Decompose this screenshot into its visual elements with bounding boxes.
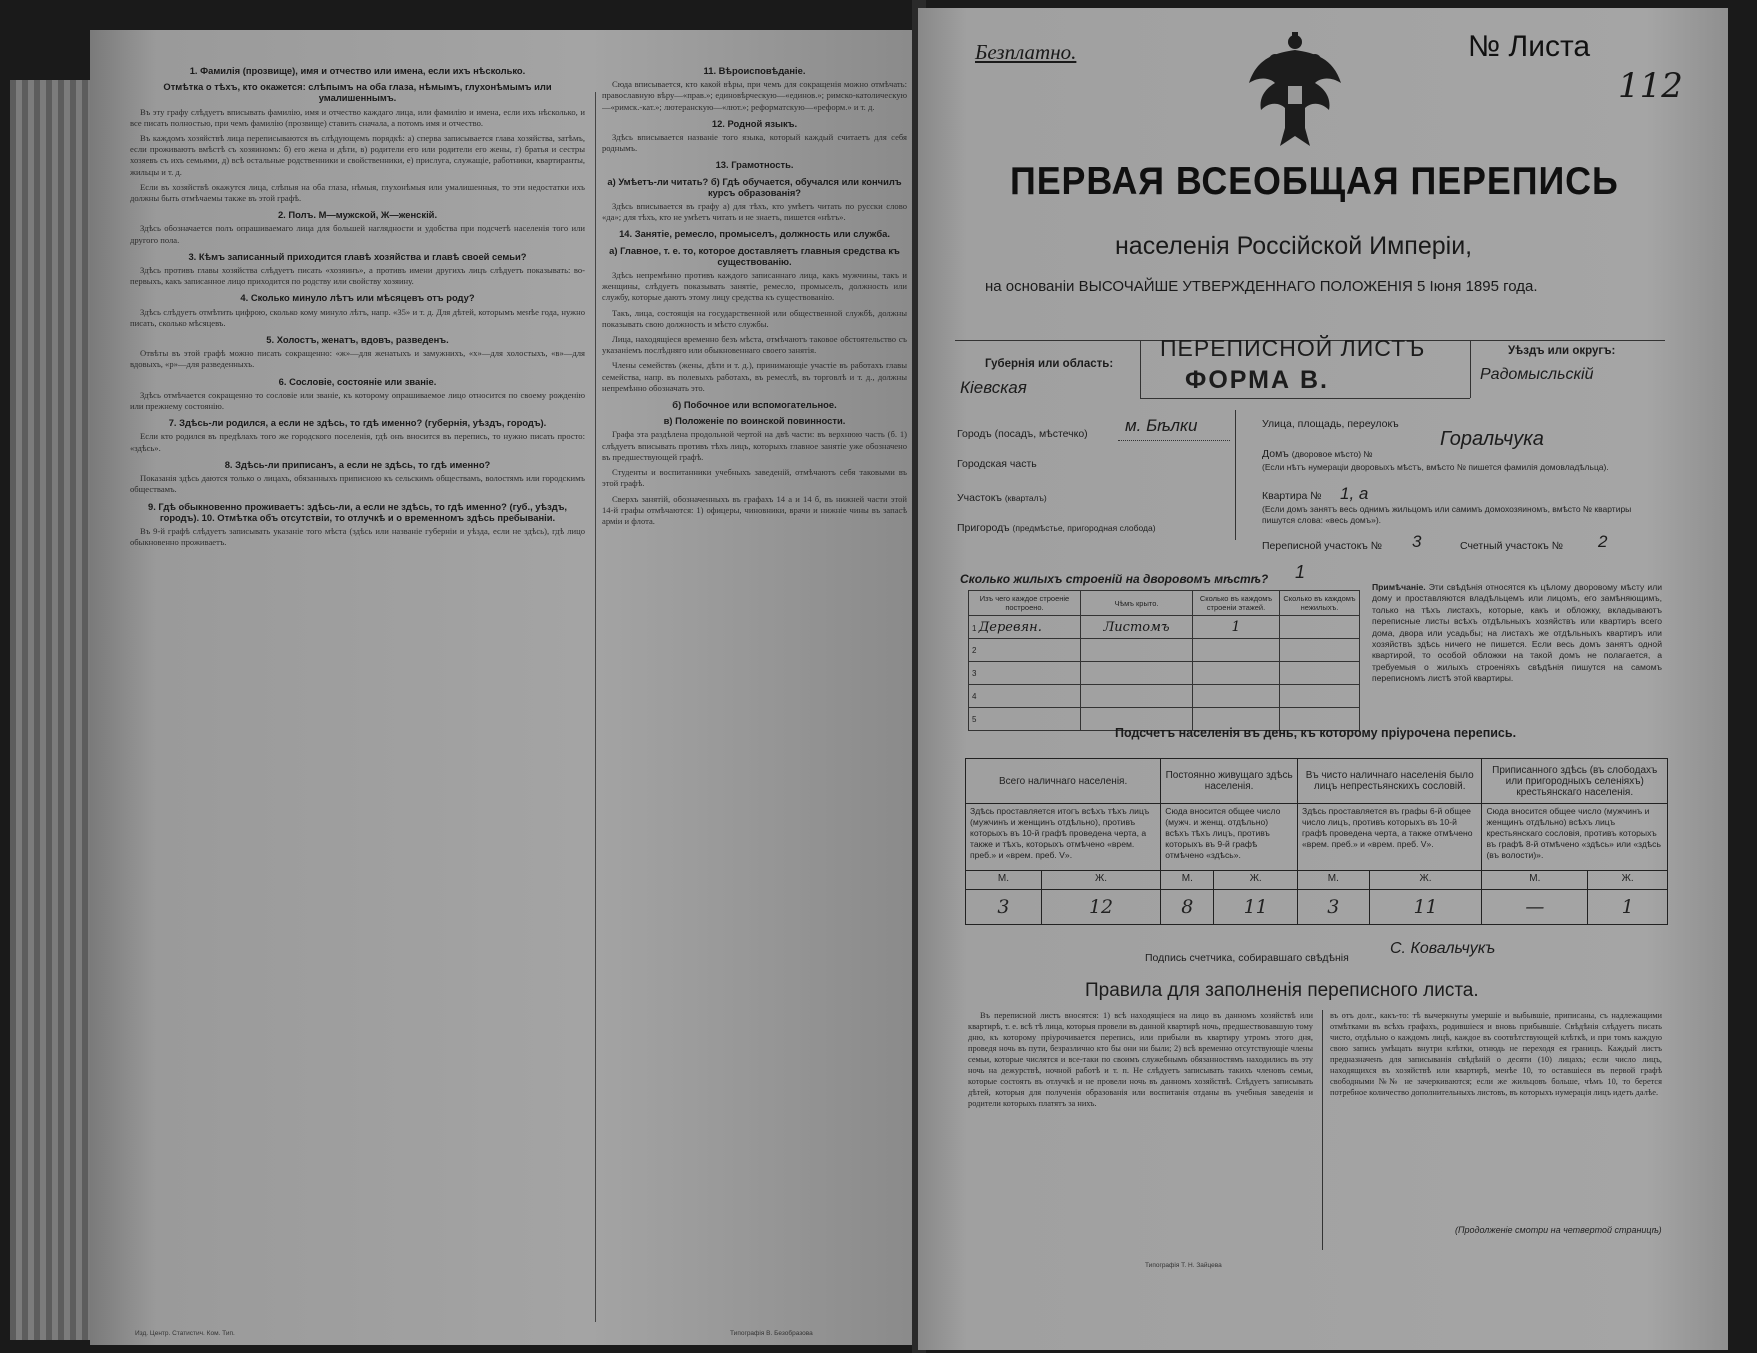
paragraph: Если кто родился въ предѣлахъ того же городского поселенія, гдѣ онъ вносится въ перепись, то нужно писать просто: «здѣсь». <box>130 431 585 453</box>
rules-divider <box>1322 1010 1323 1250</box>
paragraph: Если въ хозяйствѣ окажутся лица, слѣпыя на оба глаза, нѣмыя, глухонѣмыя или умалишенныя, то эти недостатки ихъ должны быть отмѣчаемы также въ этой графѣ. <box>130 181 585 204</box>
paragraph: Въ 9-й графѣ слѣдуетъ записывать указаніе того мѣста (здѣсь или названіе губерніи и уѣзда, если не здѣсь), гдѣ лицо обыкновенно проживаетъ. <box>130 525 585 548</box>
section-heading: а) Умѣетъ-ли читать? б) Гдѣ обучается, обучался или кончилъ курсъ образованія? <box>607 175 902 198</box>
rules-column-1: Въ переписной листъ вносятся: 1) всѣ находящіеся на лицо въ данномъ хозяйствѣ или квартирѣ, т. е. всѣ тѣ лица, которыя провели въ данной квартирѣ ночь, предшествовавшую тому дню, къ которому пріурочивается перепись, или прибыли въ квартиру утромъ этого дня, проведя ночь въ пути, безразлично кто бы они ни были; 2) всѣ временно отсутствующіе члены семьи, которые числятся и все-таки по своимъ служебнымъ обязанностямъ находились въ эту ночь на дежурствѣ, ночной работѣ и т. п. Не слѣдуетъ записывать такихъ членовъ семьи, которые состоятъ въ отлучкѣ и не провели ночь въ данномъ хозяйствѣ. Слѣдуетъ записывать дѣтей, которыя для полученія образованія или воспитанія отданы въ учебныя заведенія и родители которыхъ платятъ за нихъ. <box>968 1011 1313 1108</box>
buildings-table <box>968 590 1360 731</box>
male-label: М. <box>1482 871 1588 890</box>
count-sex-row <box>966 871 1668 890</box>
sheet-number-value: 112 <box>1618 66 1683 106</box>
table-cell <box>969 616 1081 639</box>
address-divider <box>1235 410 1236 540</box>
uezd-label: Уѣздъ или округъ: <box>1508 345 1616 357</box>
section-heading: 4. Сколько минуло лѣтъ или мѣсяцевъ отъ роду? <box>240 292 475 304</box>
section-heading: а) Главное, т. е. то, которое доставляетъ главныя средства къ существованію. <box>609 244 900 267</box>
uezd-value: Радомысльскій <box>1480 366 1594 383</box>
paragraph: Лица, находящіеся временно безъ мѣста, отмѣчаютъ таковое обстоятельство съ указаніемъ послѣдняго или обыкновеннаго своего занятія. <box>602 334 907 356</box>
signature-label: Подпись счетчика, собиравшаго свѣдѣнія <box>1145 952 1349 964</box>
female-label: Ж. <box>1214 871 1298 890</box>
house-note: (дворовое мѣсто) № <box>1291 449 1373 459</box>
male-label: М. <box>1161 871 1214 890</box>
paragraph: Студенты и воспитанники учебныхъ заведеній, отмѣчаютъ себя таковыми въ этой графѣ. <box>602 467 907 489</box>
row-number: 5 <box>969 708 1081 731</box>
paragraph: Отвѣты въ этой графѣ можно писать сокращенно: «ж»—для женатыхъ и замужнихъ, «х»—для холостыхъ, «в»—для вдовыхъ, «р»—для разведенныхъ. <box>130 348 585 370</box>
count-value: 3 <box>1298 890 1370 925</box>
section-heading: 11. Вѣроисповѣданіе. <box>703 65 806 76</box>
header-box-bottom-rule <box>1140 398 1470 399</box>
house-label-text: Домъ <box>1262 448 1289 460</box>
table-cell <box>1193 685 1280 708</box>
count-title: Подсчетъ населенія въ день, къ которому пріурочена перепись. <box>1115 726 1517 740</box>
section-heading: 7. Здѣсь-ли родился, а если не здѣсь, то гдѣ именно? (губернія, уѣздъ, городъ). <box>168 417 547 429</box>
section-heading: 1. Фамилія (прозвище), имя и отчество или имена, если ихъ нѣсколько. <box>189 65 526 76</box>
buildings-answer: 1 <box>1295 562 1306 582</box>
note-text: Эти свѣдѣнія относятся къ цѣлому дворовому мѣсту или дому и проставляются владѣльцемъ или лицомъ, его замѣняющимъ, только на тѣхъ листахъ, которые, какъ и обложку, вкладываютъ переписные листы всѣхъ отдѣльныхъ хозяйствъ или квартиръ всего дома, двора или усадьбы; на листахъ же отдѣльныхъ квартиръ или хозяйствъ здѣсь ничего не пишется. Если весь домъ занятъ одной квартирой, то особой обложки на такой домъ не полагается, а требуемыя о жилыхъ строеніяхъ свѣдѣнія пишутся на самомъ переписномъ листѣ этой квартиры. <box>1372 582 1663 684</box>
paragraph: Показанія здѣсь даются только о лицахъ, обязанныхъ приписною къ сельскимъ обществамъ, волостямъ или городскимъ обществамъ. <box>130 473 585 495</box>
house-footnote: (Если нѣтъ нумераціи дворовыхъ мѣстъ, вмѣсто № пишется фамилія домовладѣльца). <box>1262 462 1609 472</box>
paragraph: Здѣсь вписывается въ графу а) для тѣхъ, кто умѣетъ читать по русски слово «да»; для тѣхъ, кто не умѣетъ читать и не знаетъ, пишется «нѣтъ». <box>602 201 907 223</box>
left-page <box>90 30 920 1345</box>
header-box-divider-left <box>1140 340 1141 398</box>
sheet-number-label: № Листа <box>1468 30 1591 63</box>
rules-continued-note: (Продолженіе смотри на четвертой страницѣ) <box>1455 1225 1662 1235</box>
count-value: 11 <box>1369 890 1482 925</box>
count-value: 1 <box>1588 890 1668 925</box>
section-heading: 12. Родной языкъ. <box>711 117 798 129</box>
paragraph: Здѣсь обозначается полъ опрашиваемаго лица для большей наглядности и удобства при подсчетѣ населенія того или другого пола. <box>130 223 585 245</box>
gubernia-label: Губернія или область: <box>985 358 1114 370</box>
count-value: 12 <box>1041 890 1160 925</box>
left-column-1 <box>130 60 585 1310</box>
count-value: — <box>1482 890 1588 925</box>
count-value: 11 <box>1214 890 1298 925</box>
count-col-total: Всего наличнаго населенія. <box>966 759 1161 804</box>
suburb-label-text: Пригородъ <box>957 522 1010 534</box>
table-row <box>969 616 1360 639</box>
building-material: Деревян. <box>978 619 1042 635</box>
count-desc-nonpeasant: Здѣсь проставляется въ графы 6-й общее число лицъ, противъ которыхъ въ 10-й графѣ проведена черта, а также отмѣчено «врем. преб.» и «врем. преб. V». <box>1298 804 1482 871</box>
row-number: 2 <box>969 639 1081 662</box>
paragraph: Въ каждомъ хозяйствѣ лица переписываются въ слѣдующемъ порядкѣ: а) сперва записывается глава хозяйства, затѣмъ, если проживаютъ вмѣстѣ съ хозяиномъ: б) его жена и дѣти, в) родители его или родители его жены, г) братья и сестры хозяевъ съ ихъ семьями, д) всѣ остальные родственники и свойственники, е) прислуга, служащіе, работники, квартиранты, жильцы и т. д. <box>130 133 585 177</box>
male-label: М. <box>966 871 1042 890</box>
count-desc-row <box>966 804 1668 871</box>
apartment-footnote: (Если домъ занятъ весь однимъ жильцомъ или самимъ домохозяиномъ, вмѣсто № квартиры пишутся слова: «весь домъ»). <box>1262 504 1632 525</box>
row-number: 3 <box>969 662 1081 685</box>
building-extra <box>1280 616 1360 639</box>
table-cell <box>1193 639 1280 662</box>
district-label-text: Участокъ <box>957 492 1002 504</box>
building-floors: 1 <box>1193 616 1280 639</box>
row-number: 1 <box>972 623 977 633</box>
apartment-value: 1, а <box>1340 484 1369 503</box>
form-letter: ФОРМА В. <box>1185 366 1329 394</box>
suburb-note: (предмѣстье, пригородная слобода) <box>1012 523 1156 533</box>
apartment-label: Квартира № <box>1262 490 1322 502</box>
census-legal-basis: на основаніи ВЫСОЧАЙШЕ УТВЕРЖДЕННАГО ПОЛОЖЕНІЯ 5 Іюня 1895 года. <box>985 278 1538 295</box>
paragraph: Въ эту графу слѣдуетъ вписывать фамилію, имя и отчество каждаго лица, или фамилію и имена, если ихъ нѣсколько, и все писать полностью, при чемъ фамилію (прозвище) ставить сначала, а потомъ имя и отчество. <box>130 106 585 128</box>
section-heading: 2. Полъ. М—мужской, Ж—женскій. <box>277 209 438 221</box>
paragraph: Здѣсь слѣдуетъ отмѣтить цифрою, сколько кому минуло лѣтъ, напр. «35» и т. д. Для дѣтей, которымъ менѣе года, нужно писать, сколько мѣсяцевъ. <box>130 306 585 328</box>
city-line <box>1118 440 1230 441</box>
house-value: Горальчука <box>1440 428 1544 450</box>
count-value: 8 <box>1161 890 1214 925</box>
population-count-table <box>965 758 1668 925</box>
suburb-label <box>957 522 1156 534</box>
count-desc-peasant: Сюда вносится общее число (мужчинъ и женщинъ отдѣльно) всѣхъ лицъ крестьянскаго сословія, противъ которыхъ въ графѣ 8-й отмѣчено «здѣсь» или «здѣсь (въ волости)». <box>1482 804 1668 871</box>
column-divider <box>595 92 596 1322</box>
count-col-peasant: Приписанного здѣсь (въ слободахъ или пригородныхъ селеніяхъ) крестьянскаго населенія. <box>1482 759 1668 804</box>
city-label: Городъ (посадъ, мѣстечко) <box>957 428 1088 440</box>
table-cell <box>1280 662 1360 685</box>
section-heading: 8. Здѣсь-ли приписанъ, а если не здѣсь, то гдѣ именно? <box>224 458 491 470</box>
row-number: 4 <box>969 685 1081 708</box>
section-heading: 5. Холостъ, женатъ, вдовъ, разведенъ. <box>266 334 449 346</box>
census-district-label: Переписной участокъ № <box>1262 540 1382 552</box>
count-value: 3 <box>966 890 1042 925</box>
rules-title: Правила для заполненія переписного листа. <box>1085 980 1479 1001</box>
section-heading: б) Побочное или вспомогательное. <box>672 399 837 411</box>
buildings-col-nonresidential: Сколько въ каждомъ нежилыхъ. <box>1280 591 1360 616</box>
table-row <box>969 662 1360 685</box>
count-header-row <box>966 759 1668 804</box>
section-heading: в) Положеніе по воинской повинности. <box>663 415 846 427</box>
district-label <box>957 492 1047 504</box>
building-roof: Листомъ <box>1081 616 1193 639</box>
section-heading: 6. Сословіе, состояніе или званіе. <box>278 375 437 387</box>
section-heading: 3. Кѣмъ записанный приходится главѣ хозяйства и главѣ своей семьи? <box>188 250 527 262</box>
table-cell <box>1280 639 1360 662</box>
counting-district-label: Счетный участокъ № <box>1460 540 1564 552</box>
table-row <box>969 639 1360 662</box>
city-value: м. Бѣлки <box>1125 416 1198 435</box>
house-label <box>1262 448 1373 460</box>
table-cell <box>1081 639 1193 662</box>
buildings-col-roof: Чѣмъ крыто. <box>1081 591 1193 616</box>
paragraph: Здѣсь вписывается названіе того языка, который каждый считаетъ для себя роднымъ. <box>602 132 907 154</box>
male-label: М. <box>1298 871 1370 890</box>
section-heading: 14. Занятіе, ремесло, промыселъ, должность или служба. <box>619 228 890 240</box>
signature-value: С. Ковальчукъ <box>1390 940 1496 957</box>
paragraph: Такъ, лица, состоящія на государственной или общественной службѣ, должны показывать свою должность и мѣсто службы. <box>602 307 907 329</box>
buildings-note <box>1372 582 1662 685</box>
form-title: ПЕРЕПИСНОЙ ЛИСТЪ <box>1160 335 1426 361</box>
paragraph: Члены семействъ (жены, дѣти и т. д.), принимающіе участіе въ работахъ главы семейства, напр. въ полевыхъ работахъ, въ ремеслѣ, въ торговлѣ и т. д., должны непремѣнно обозначать это. <box>602 360 907 393</box>
buildings-header-row <box>969 591 1360 616</box>
paragraph: Сверхъ занятій, обозначенныхъ въ графахъ 14 а и 14 б, въ нижней части этой 14-й графы отмѣчаются: 1) офицеры, чиновники, врачи и нижніе чины въ запасѣ арміи и флота. <box>602 493 907 526</box>
street-label: Улица, площадь, переулокъ <box>1262 418 1399 430</box>
free-of-charge-label: Безплатно. <box>975 40 1077 64</box>
section-heading: 9. Гдѣ обыкновенно проживаетъ: здѣсь-ли, а если не здѣсь, то гдѣ именно? (губ., уѣздъ, городъ). 10. Отмѣтка объ отсутствіи, то отлучкѣ и о временномъ здѣсь пребываніи. <box>147 500 568 523</box>
rules-column-2: въ отъ долг., какъ-то: тѣ вычеркнуты умершіе и выбывшіе, приписаны, съ надлежащими отмѣтками въ всѣхъ графахъ, родившіеся и вновь прибывшіе. Свѣдѣнія слѣдуетъ писать чисто, отдѣльно о каждомъ лицѣ, каждое въ соотвѣтствующей клѣткѣ, и при томъ каждую свою запись умѣщать внутри клѣтки, отнюдь не переходя ея границъ. Каждый листъ предназначенъ для записыванія свѣдѣній о десяти (10) лицахъ; если число лицъ, находящихся въ хозяйствѣ или квартирѣ, менѣе 10, то оставшіеся въ первой графѣ свободными №№ не зачеркиваются; если же жильцовъ больше, чѣмъ 10, то берется потребное количество дополнительныхъ листовъ, въ которыхъ нумерація лицъ идетъ далѣе. <box>1330 1011 1662 1097</box>
left-footer-printer: Типографія В. Безобразова <box>730 1330 813 1337</box>
paragraph: Здѣсь отмѣчается сокращенно то сословіе или званіе, къ которому опрашиваемое лицо относится по своему рожденію или прежнему состоянію. <box>130 389 585 412</box>
paragraph: Здѣсь противъ главы хозяйства слѣдуетъ писать «хозяинъ», а противъ имени другихъ лицъ слѣдуетъ показывать: во-первыхъ, какъ записанное лицо приходится по родству или свойству хозяину. <box>130 265 585 287</box>
count-desc-permanent: Сюда вносится общее число (мужч. и женщ. отдѣльно) всѣхъ тѣхъ лицъ, противъ которыхъ въ 9-й графѣ отмѣчено «здѣсь». <box>1161 804 1298 871</box>
header-box-divider-right <box>1470 340 1471 398</box>
paragraph: Здѣсь непремѣнно противъ каждого записаннаго лица, какъ мужчины, такъ и женщины, слѣдуетъ показывать занятіе, ремесло, промыселъ, должность или службу, которые даютъ этому лицу средства къ существованію. <box>602 270 907 303</box>
female-label: Ж. <box>1369 871 1482 890</box>
census-title: ПЕРВАЯ ВСЕОБЩАЯ ПЕРЕПИСЬ <box>1010 160 1619 203</box>
count-desc-total: Здѣсь проставляется итогъ всѣхъ тѣхъ лицъ (мужчинъ и женщинъ отдѣльно), противъ которыхъ въ 10-й графѣ проведена черта, а также и тѣхъ, которыхъ отмѣчено «врем. преб.» и «врем. преб. V». <box>966 804 1161 871</box>
census-subtitle: населенія Россійской Имперіи, <box>1115 232 1473 260</box>
count-values-row <box>966 890 1668 925</box>
left-footer-imprint: Изд. Центр. Статистич. Ком. Тип. <box>135 1330 235 1337</box>
table-cell <box>1081 685 1193 708</box>
left-column-2 <box>602 60 907 1310</box>
section-heading: Отмѣтка о тѣхъ, кто окажется: слѣпымъ на оба глаза, нѣмымъ, глухонѣмымъ или умалишеннымъ. <box>163 81 552 104</box>
paragraph: Графа эта раздѣлена продольной чертой на двѣ части: въ верхнюю часть (б. 1) слѣдуетъ вписывать противъ тѣхъ лицъ, которыхъ главное занятіе уже обозначено въ предшествующей графѣ. <box>602 429 907 462</box>
right-footer-left: Типографія Т. Н. Зайцева <box>1145 1262 1222 1269</box>
count-col-nonpeasant: Въ чисто наличнаго населенія было лицъ непрестьянскихъ сословій. <box>1298 759 1482 804</box>
paragraph: Сюда вписывается, кто какой вѣры, при чемъ для сокращенія можно отмѣчать: православную вѣру—«прав.»; единовѣрческую—«единов.»; римско-католическую—«римск.-кат.»; лютеранскую—«лют.»; реформатскую—«реформ.» и т. д. <box>602 79 907 112</box>
gubernia-value: Кіевская <box>960 378 1027 397</box>
buildings-question: Сколько жилыхъ строеній на дворовомъ мѣстѣ? <box>960 572 1269 586</box>
female-label: Ж. <box>1588 871 1668 890</box>
buildings-col-floors: Сколько въ каждомъ строеніи этажей. <box>1193 591 1280 616</box>
note-title: Примѣчаніе. <box>1372 582 1426 592</box>
table-cell <box>1280 685 1360 708</box>
section-heading: 13. Грамотность. <box>715 159 794 171</box>
table-cell <box>1081 662 1193 685</box>
female-label: Ж. <box>1041 871 1160 890</box>
district-note: (кварталъ) <box>1004 493 1047 503</box>
sheet-number <box>1468 30 1683 106</box>
count-col-permanent: Постоянно живущаго здѣсь населенія. <box>1161 759 1298 804</box>
city-part-label: Городская часть <box>957 458 1037 470</box>
counting-district-value: 2 <box>1598 532 1608 551</box>
double-headed-eagle-emblem <box>1245 28 1345 153</box>
census-district-value: 3 <box>1412 532 1422 551</box>
table-cell <box>1193 662 1280 685</box>
buildings-col-material: Изъ чего каждое строеніе построено. <box>969 591 1081 616</box>
table-row <box>969 685 1360 708</box>
